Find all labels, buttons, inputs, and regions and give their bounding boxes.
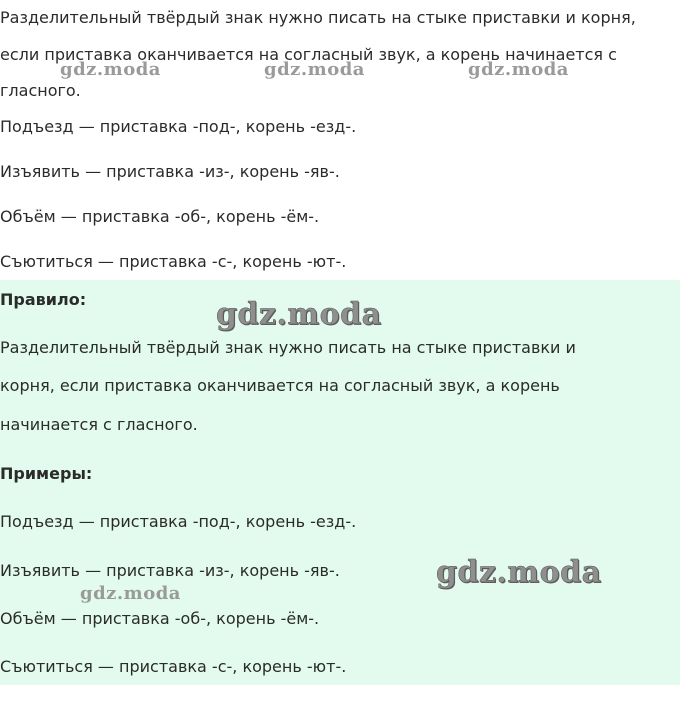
answer-line-2: если приставка оканчивается на согласный звук, а корень начинается с [0,45,617,64]
rule-box [0,280,680,685]
answer-line-3: гласного. [0,81,81,100]
rule-line-3: начинается с гласного. [0,415,198,434]
rule-heading: Правило: [0,290,87,309]
answer-example-1: Подъезд — приставка -под-, корень -езд-. [0,117,357,136]
answer-example-3: Объём — приставка -об-, корень -ём-. [0,207,320,226]
answer-example-4: Съютиться — приставка -с-, корень -ют-. [0,252,347,271]
rule-example-1: Подъезд — приставка -под-, корень -езд-. [0,512,357,531]
watermark-logo: gdz.moda [216,297,382,332]
answer-example-2: Изъявить — приставка -из-, корень -яв-. [0,162,340,181]
answer-text-block [0,0,680,280]
watermark-logo: gdz.moda [264,59,365,80]
watermark-logo: gdz.moda [468,59,569,80]
answer-line-1: Разделительный твёрдый знак нужно писать на стыке приставки и корня, [0,8,636,27]
examples-heading: Примеры: [0,464,93,483]
rule-line-1: Разделительный твёрдый знак нужно писать на стыке приставки и [0,338,576,357]
watermark-logo: gdz.moda [436,555,602,590]
watermark-logo: gdz.moda [80,583,181,604]
rule-example-3: Объём — приставка -об-, корень -ём-. [0,609,320,628]
watermark-logo: gdz.moda [60,59,161,80]
rule-line-2: корня, если приставка оканчивается на согласный звук, а корень [0,376,560,395]
rule-example-2: Изъявить — приставка -из-, корень -яв-. [0,561,340,580]
rule-example-4: Съютиться — приставка -с-, корень -ют-. [0,657,347,676]
